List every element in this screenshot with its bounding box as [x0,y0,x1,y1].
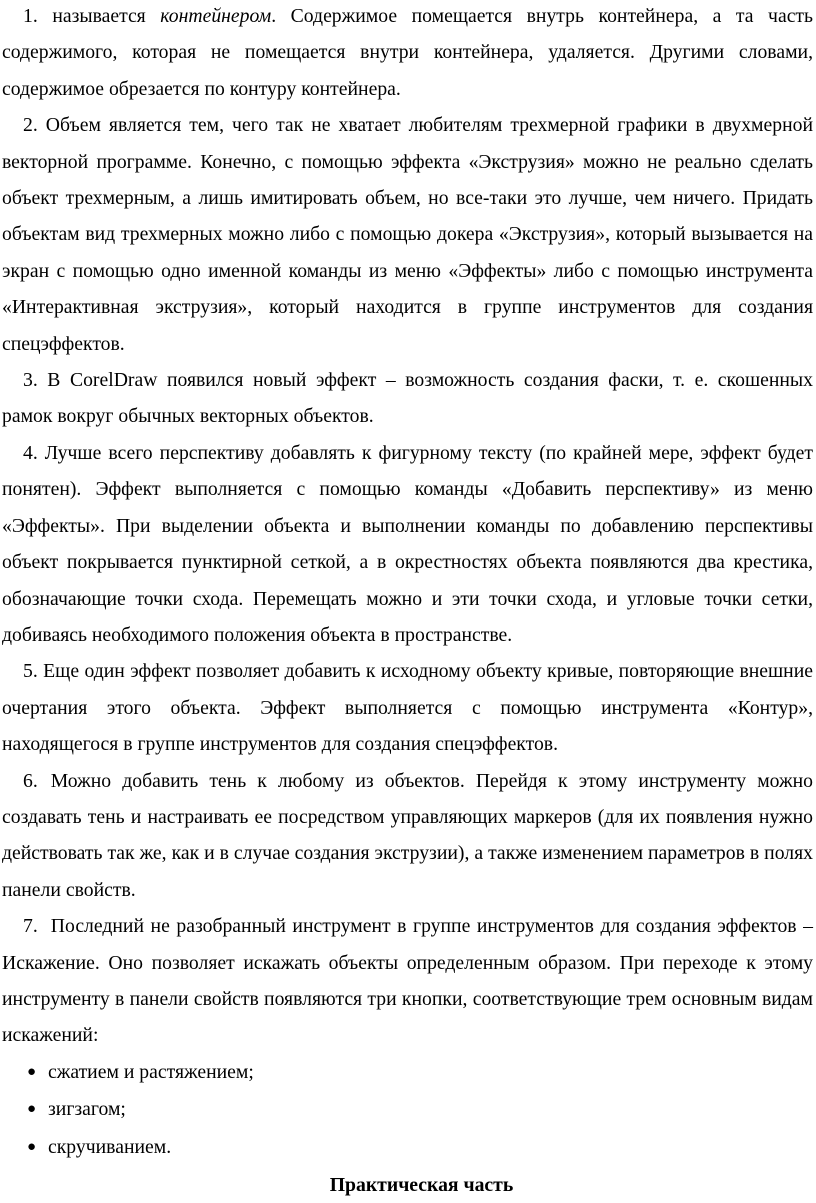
paragraph-number: 4. [23,441,38,464]
paragraph-number: 3. [23,369,38,392]
paragraph-number: 5. [23,660,38,683]
paragraph-4 [2,435,813,653]
paragraph-text: Еще один эффект позволяет добавить к исходному объекту кривые, повторяющие внешние очертания этого объекта. Эффект выполняется с помощью инструмента «Контур», находящегося в группе инструментов для создания спецэффектов. [2,660,813,756]
list-item [2,1091,813,1129]
paragraph-number: 1. [23,5,38,27]
list-item-text: скручиванием. [48,1135,172,1158]
paragraph-text: называется [52,5,161,27]
section-title: Практическая часть [329,1173,514,1196]
bullet-dot-icon: ● [27,1063,37,1080]
term-emphasis: контейнером [160,5,272,27]
paragraph-text: В CorelDraw появился новый эффект – возможность создания фаски, т. е. скошенных рамок вокруг обычных векторных объектов. [2,369,813,428]
list-item [2,1054,813,1092]
paragraph-number: 6. [23,769,38,792]
list-item-text: зигзагом; [48,1098,126,1121]
paragraph-2 [2,107,813,362]
paragraph-text: Можно добавить тень к любому из объектов. Перейдя к этому инструменту можно создавать тень и настраивать ее посредством управляющих маркеров (для их появления нужно действовать так же, как и в случае создания экструзии), а также изменением параметров в полях панели свойств. [2,769,813,901]
paragraph-3 [2,362,813,435]
list-item [2,1129,813,1167]
distortion-types-list [2,1054,813,1167]
paragraph-text: . Содержимое помещается внутрь контейнера, а та часть содержимого, которая не помещается внутри контейнера, удаляется. Другими словами, содержимое обрезается по контуру контейнера. [2,5,814,100]
paragraph-text: Последний не разобранный инструмент в группе инструментов для создания эффектов – Искажение. Оно позволяет искажать объекты определенным образом. При переходе к этому инструменту в панели свойств появляются три кнопки, соответствующие трем основным видам искажений: [2,915,813,1047]
paragraph-text: Объем является тем, чего так не хватает любителям трехмерной графики в двухмерной векторной программе. Конечно, с помощью эффекта «Экструзия» можно не реально сделать объект трехмерным, а лишь имитировать объем, но все-таки это лучше, чем ничего. Придать объектам вид трехмерных можно либо с помощью докера «Экструзия», который вызывается на экран с помощью одно именной команды из меню «Эффекты» либо с помощью инструмента «Интерактивная экструзия», который находится в группе инструментов для создания спецэффектов. [2,114,813,355]
paragraph-text: Лучше всего перспективу добавлять к фигурному тексту (по крайней мере, эффект будет понятен). Эффект выполняется с помощью команды «Добавить перспективу» из меню «Эффекты». При выделении объекта и выполнении команды по добавлению перспективы объект покрывается пунктирной сеткой, а в окрестностях объекта появляются два крестика, обозначающие точки схода. Перемещать можно и эти точки схода, и угловые точки сетки, добиваясь необходимого положения объекта в пространстве. [2,441,814,646]
paragraph-7 [2,908,813,1054]
paragraph-number: 2. [23,114,38,137]
paragraph-1 [2,0,813,107]
paragraph-6 [2,763,813,909]
paragraph-5 [2,653,813,762]
bullet-dot-icon: ● [27,1101,37,1118]
list-item-text: сжатием и растяжением; [48,1060,254,1083]
bullet-dot-icon: ● [27,1138,37,1155]
paragraph-number: 7. [23,915,38,938]
